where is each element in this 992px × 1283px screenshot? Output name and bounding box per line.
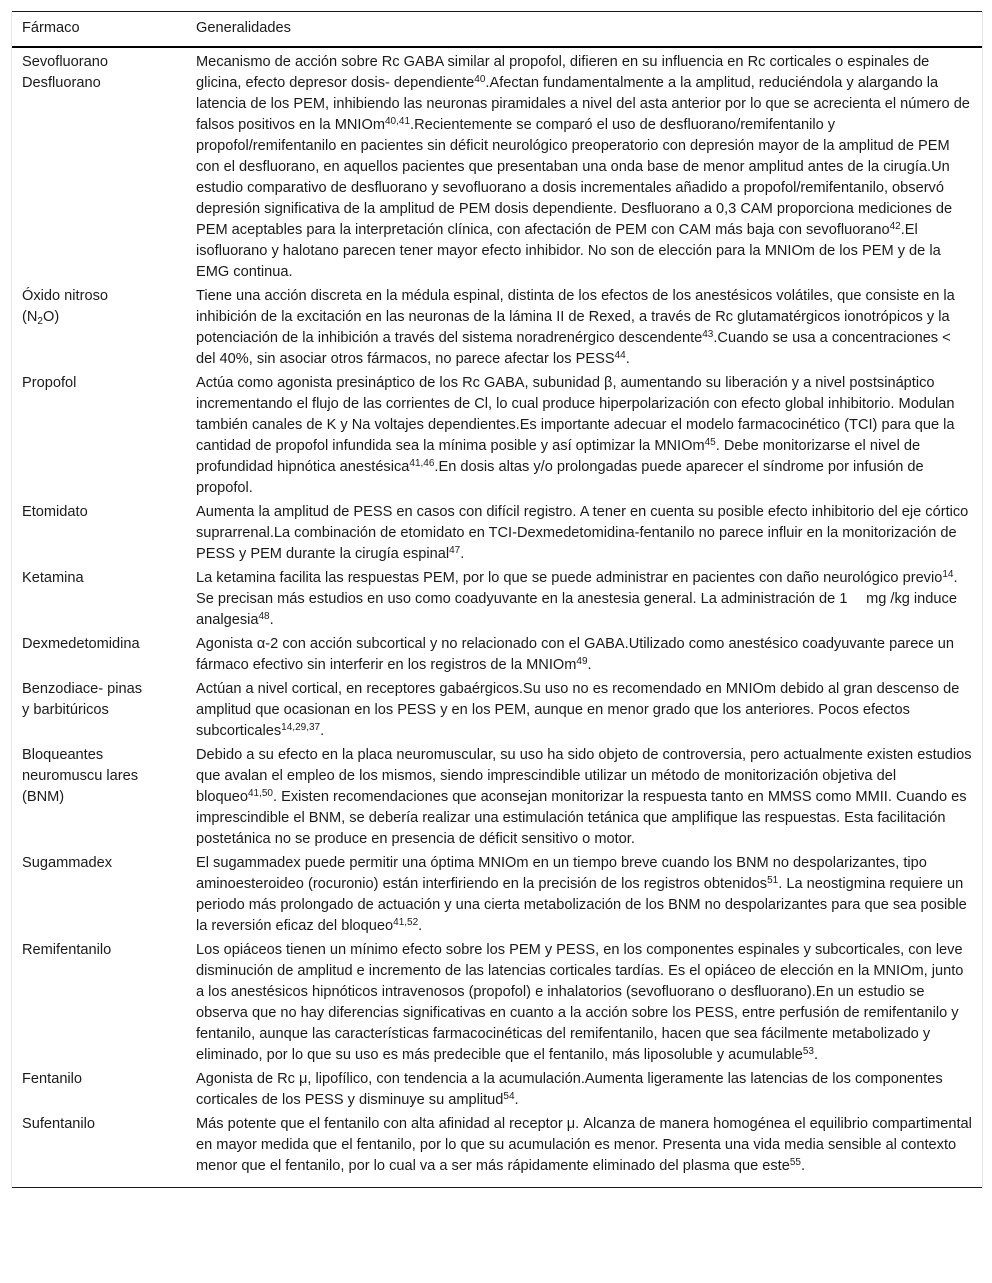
drug-name-cell [12,1112,186,1188]
overview-text: Más potente que el fentanilo con alta afinidad al receptor μ. Alcanza de manera homogénea el equilibrio compartimental en mayor medida que el fentanilo, por lo que su acumulación es menor. Presenta una vida media sensible al contexto menor que el fentanilo, por lo cual va a ser más rápidamente eliminado del plasma que este [196,1116,972,1174]
table-row [12,371,982,500]
overview-text: . [418,918,423,934]
overview-cell [186,632,982,677]
overview-cell [186,677,982,743]
table-row [12,284,982,371]
table-row [12,500,982,566]
overview-text: . Se precisan más estudios en uso como coadyuvante en la anestesia general. La administración de 1 mg /kg induce analgesia [196,570,958,628]
table-row [12,1112,982,1188]
citation-reference: 42 [889,221,901,232]
overview-text: Aumenta la amplitud de PESS en casos con difícil registro. A tener en cuenta su posible efecto inhibitorio del eje córtico suprarrenal.La combinación de etomidato en TCI-Dexmedetomidina-fentanilo no parece influir en la monitorización de PESS y PEM durante la cirugía espinal [196,504,969,562]
overview-text: .En dosis altas y/o prolongadas puede aparecer el síndrome por infusión de propofol. [196,459,924,496]
overview-cell [186,1067,982,1112]
table-row [12,743,982,851]
drug-name-line: Benzodiace- pinas [22,681,143,697]
drug-name-line: Desfluorano [22,75,101,91]
drug-name-cell [12,371,186,500]
drug-name-cell [12,743,186,851]
overview-text: Mecanismo de acción sobre Rc GABA similar al propofol, difieren en su influencia en Rc corticales o espinales de glicina, efecto depresor dosis- dependiente [196,54,930,91]
drug-name-line: (BNM) [22,789,65,805]
overview-text: . [269,612,274,628]
overview-cell [186,743,982,851]
citation-reference: 47 [449,545,461,556]
drug-name-cell [12,632,186,677]
drug-name-line: Sufentanilo [22,1116,96,1132]
overview-cell [186,566,982,632]
table-row [12,851,982,938]
table-body [12,47,982,1188]
citation-reference: 14,29,37 [281,722,321,733]
drug-name-line: Etomidato [22,504,88,520]
table-row [12,47,982,284]
overview-cell [186,371,982,500]
column-header-overview: Generalidades [186,12,982,48]
overview-text: .Afectan fundamentalmente a la amplitud, reduciéndola y alargando la latencia de los PEM, inhibiendo las neuronas piramidales a nivel del asta anterior por lo que se acrecienta el número de falsos positivos en la MNIOm [196,75,970,133]
drug-table [12,11,982,1188]
drug-name-cell [12,851,186,938]
overview-text: .Cuando se usa a concentraciones < del 40%, sin asociar otros fármacos, no parece afectar los PESS [196,330,966,367]
table-row [12,677,982,743]
overview-text: . [813,1047,818,1063]
drug-name-cell [12,500,186,566]
drug-name-line [22,307,176,328]
drug-name-line: neuromuscu lares [22,768,138,784]
overview-text: Agonista α-2 con acción subcortical y no relacionado con el GABA.Utilizado como anestésico coadyuvante parece un fármaco efectivo sin interferir en los registros de la MNIOm [196,636,955,673]
overview-text: La ketamina facilita las respuestas PEM, por lo que se puede administrar en pacientes con daño neurológico previo [196,570,943,586]
drug-name-cell [12,677,186,743]
drug-name-cell [12,284,186,371]
drug-name-line: Ketamina [22,570,84,586]
overview-text: .Recientemente se comparó el uso de desfluorano/remifentanilo y propofol/remifentanilo en pacientes sin déficit neurológico preoperatorio con depresión mayor de la amplitud de PEM con el desfluorano, en aquellos pacientes que presentaban una onda base de menor amplitud antes de la cirugía.Un estudio comparativo de desfluorano y sevofluorano a dosis incrementales añadido a propofol/remifentanilo, observó depresión significativa de la amplitud de PEM dosis dependiente. Desfluorano a 0,3 CAM proporciona mediciones de PEM aceptables para la interpretación clínica, con afectación de PEM con CAM más baja con sevofluorano [196,117,953,238]
table-row [12,566,982,632]
citation-reference: 40 [474,74,486,85]
formula-subscript: 2 [37,316,43,327]
column-header-drug: Fármaco [12,12,186,48]
overview-cell [186,851,982,938]
drug-name-line: Propofol [22,375,77,391]
drug-name-cell [12,1067,186,1112]
overview-text: . La neostigmina requiere un periodo más prolongado de actuación y una cierta metabolización de los BNM no despolarizantes para que sea posible la reversión eficaz del bloqueo [196,876,967,934]
drug-name-line: Fentanilo [22,1071,83,1087]
citation-reference: 41,50 [247,788,273,799]
overview-text: El sugammadex puede permitir una óptima MNIOm en un tiempo breve cuando los BNM no despolarizantes, tipo aminoesteroideo (rocuronio) están interfiriendo en la precisión de los registros obtenidos [196,855,927,892]
overview-cell [186,500,982,566]
drug-name-line: Remifentanilo [22,942,112,958]
overview-text: . Debe monitorizarse el nivel de profundidad hipnótica anestésica [196,438,921,475]
overview-cell [186,47,982,284]
drug-table-container [11,11,983,1188]
citation-reference: 55 [789,1157,801,1168]
overview-text: . [587,657,592,673]
citation-reference: 53 [802,1046,814,1057]
drug-name-cell [12,47,186,284]
overview-text: . Existen recomendaciones que aconsejan monitorizar la respuesta tanto en MMSS como MMII. Cuando es imprescindible el BNM, se debería realizar una estimulación tetánica que amplifique las respuestas. Esta facilitación postetánica no se produce en presencia de déficit sensitivo o motor. [196,789,967,847]
citation-reference: 45 [704,437,716,448]
overview-text: Tiene una acción discreta en la médula espinal, distinta de los efectos de los anestésicos volátiles, que consiste en la inhibición de la excitación en las neuronas de la lámina II de Rexed, a través de Rc glutamatérgicos ionotrópicos y la potenciación de la inhibición a través del sistema noradrenérgico descendente [196,288,955,346]
overview-text: . [320,723,325,739]
table-row [12,1067,982,1112]
overview-text: . [625,351,630,367]
table-row [12,938,982,1067]
citation-reference: 49 [576,656,588,667]
citation-reference: 14 [942,569,954,580]
overview-cell [186,284,982,371]
overview-text: Debido a su efecto en la placa neuromuscular, su uso ha sido objeto de controversia, pero actualmente existen estudios que avalan el empleo de los mismos, siendo imprescindible utilizar un método de monitorización objetiva del bloqueo [196,747,972,805]
overview-text: Actúan a nivel cortical, en receptores gabaérgicos.Su uso no es recomendado en MNIOm debido al gran descenso de amplitud que ocasionan en los PESS y en los PEM, aunque en menor grado que los anteriores. Pocos efectos subcorticales [196,681,960,739]
drug-name-line: y barbitúricos [22,702,109,718]
drug-name-line: Dexmedetomidina [22,636,140,652]
table-row [12,632,982,677]
drug-name-line: Óxido nitroso [22,288,108,304]
drug-name-line: Sevofluorano [22,54,109,70]
overview-text: Los opiáceos tienen un mínimo efecto sobre los PEM y PESS, en los componentes espinales y subcorticales, con leve disminución de amplitud e incremento de las latencias corticales tardías. Es el opiáceo de elección en la MNIOm, junto a los anestésicos hipnóticos intravenosos (propofol) e inhalatorios (sevofluorano o desfluorano).En un estudio se observa que no hay diferencias significativas en cuanto a la acción sobre los PESS, entre perfusión de remifentanilo y fentanilo, aunque las características farmacocinéticas del remifentanilo, hacen que sea fácilmente metabolizado y eliminado, por lo que su uso es más predecible que el fentanilo, más liposoluble y acumulable [196,942,964,1063]
formula-text: (N [22,309,38,325]
citation-reference: 40,41 [384,116,411,127]
citation-reference: 44 [614,350,626,361]
overview-text: Agonista de Rc μ, lipofílico, con tendencia a la acumulación.Aumenta ligeramente las latencias de los componentes corticales de los PESS y disminuye su amplitud [196,1071,943,1108]
overview-text: .El isofluorano y halotano parecen tener mayor efecto inhibidor. No son de elección para la MNIOm de los PEM y de la EMG continua. [196,222,941,280]
table-header [12,12,982,48]
drug-name-line: Bloqueantes [22,747,104,763]
citation-reference: 48 [258,611,270,622]
header-row [12,12,982,48]
overview-cell [186,1112,982,1188]
citation-reference: 41,46 [409,458,435,469]
formula-text: O) [42,309,60,325]
citation-reference: 51 [767,875,779,886]
drug-name-cell [12,938,186,1067]
overview-text: . [800,1158,806,1174]
overview-text: . [460,546,465,562]
citation-reference: 54 [503,1091,515,1102]
overview-cell [186,938,982,1067]
overview-text: Actúa como agonista presináptico de los Rc GABA, subunidad β, aumentando su liberación y a nivel postsináptico incrementando el flujo de las corrientes de Cl, lo cual produce hiperpolarización con efecto global inhibitorio. Modulan también canales de K y Na voltajes dependientes.Es importante adecuar el modelo farmacocinético (TCI) para que la cantidad de propofol infundida sea la mínima posible y así optimizar la MNIOm [196,375,955,454]
citation-reference: 41,52 [393,917,419,928]
drug-name-cell [12,566,186,632]
citation-reference: 43 [702,329,714,340]
drug-name-line: Sugammadex [22,855,113,871]
overview-text: . [514,1092,519,1108]
